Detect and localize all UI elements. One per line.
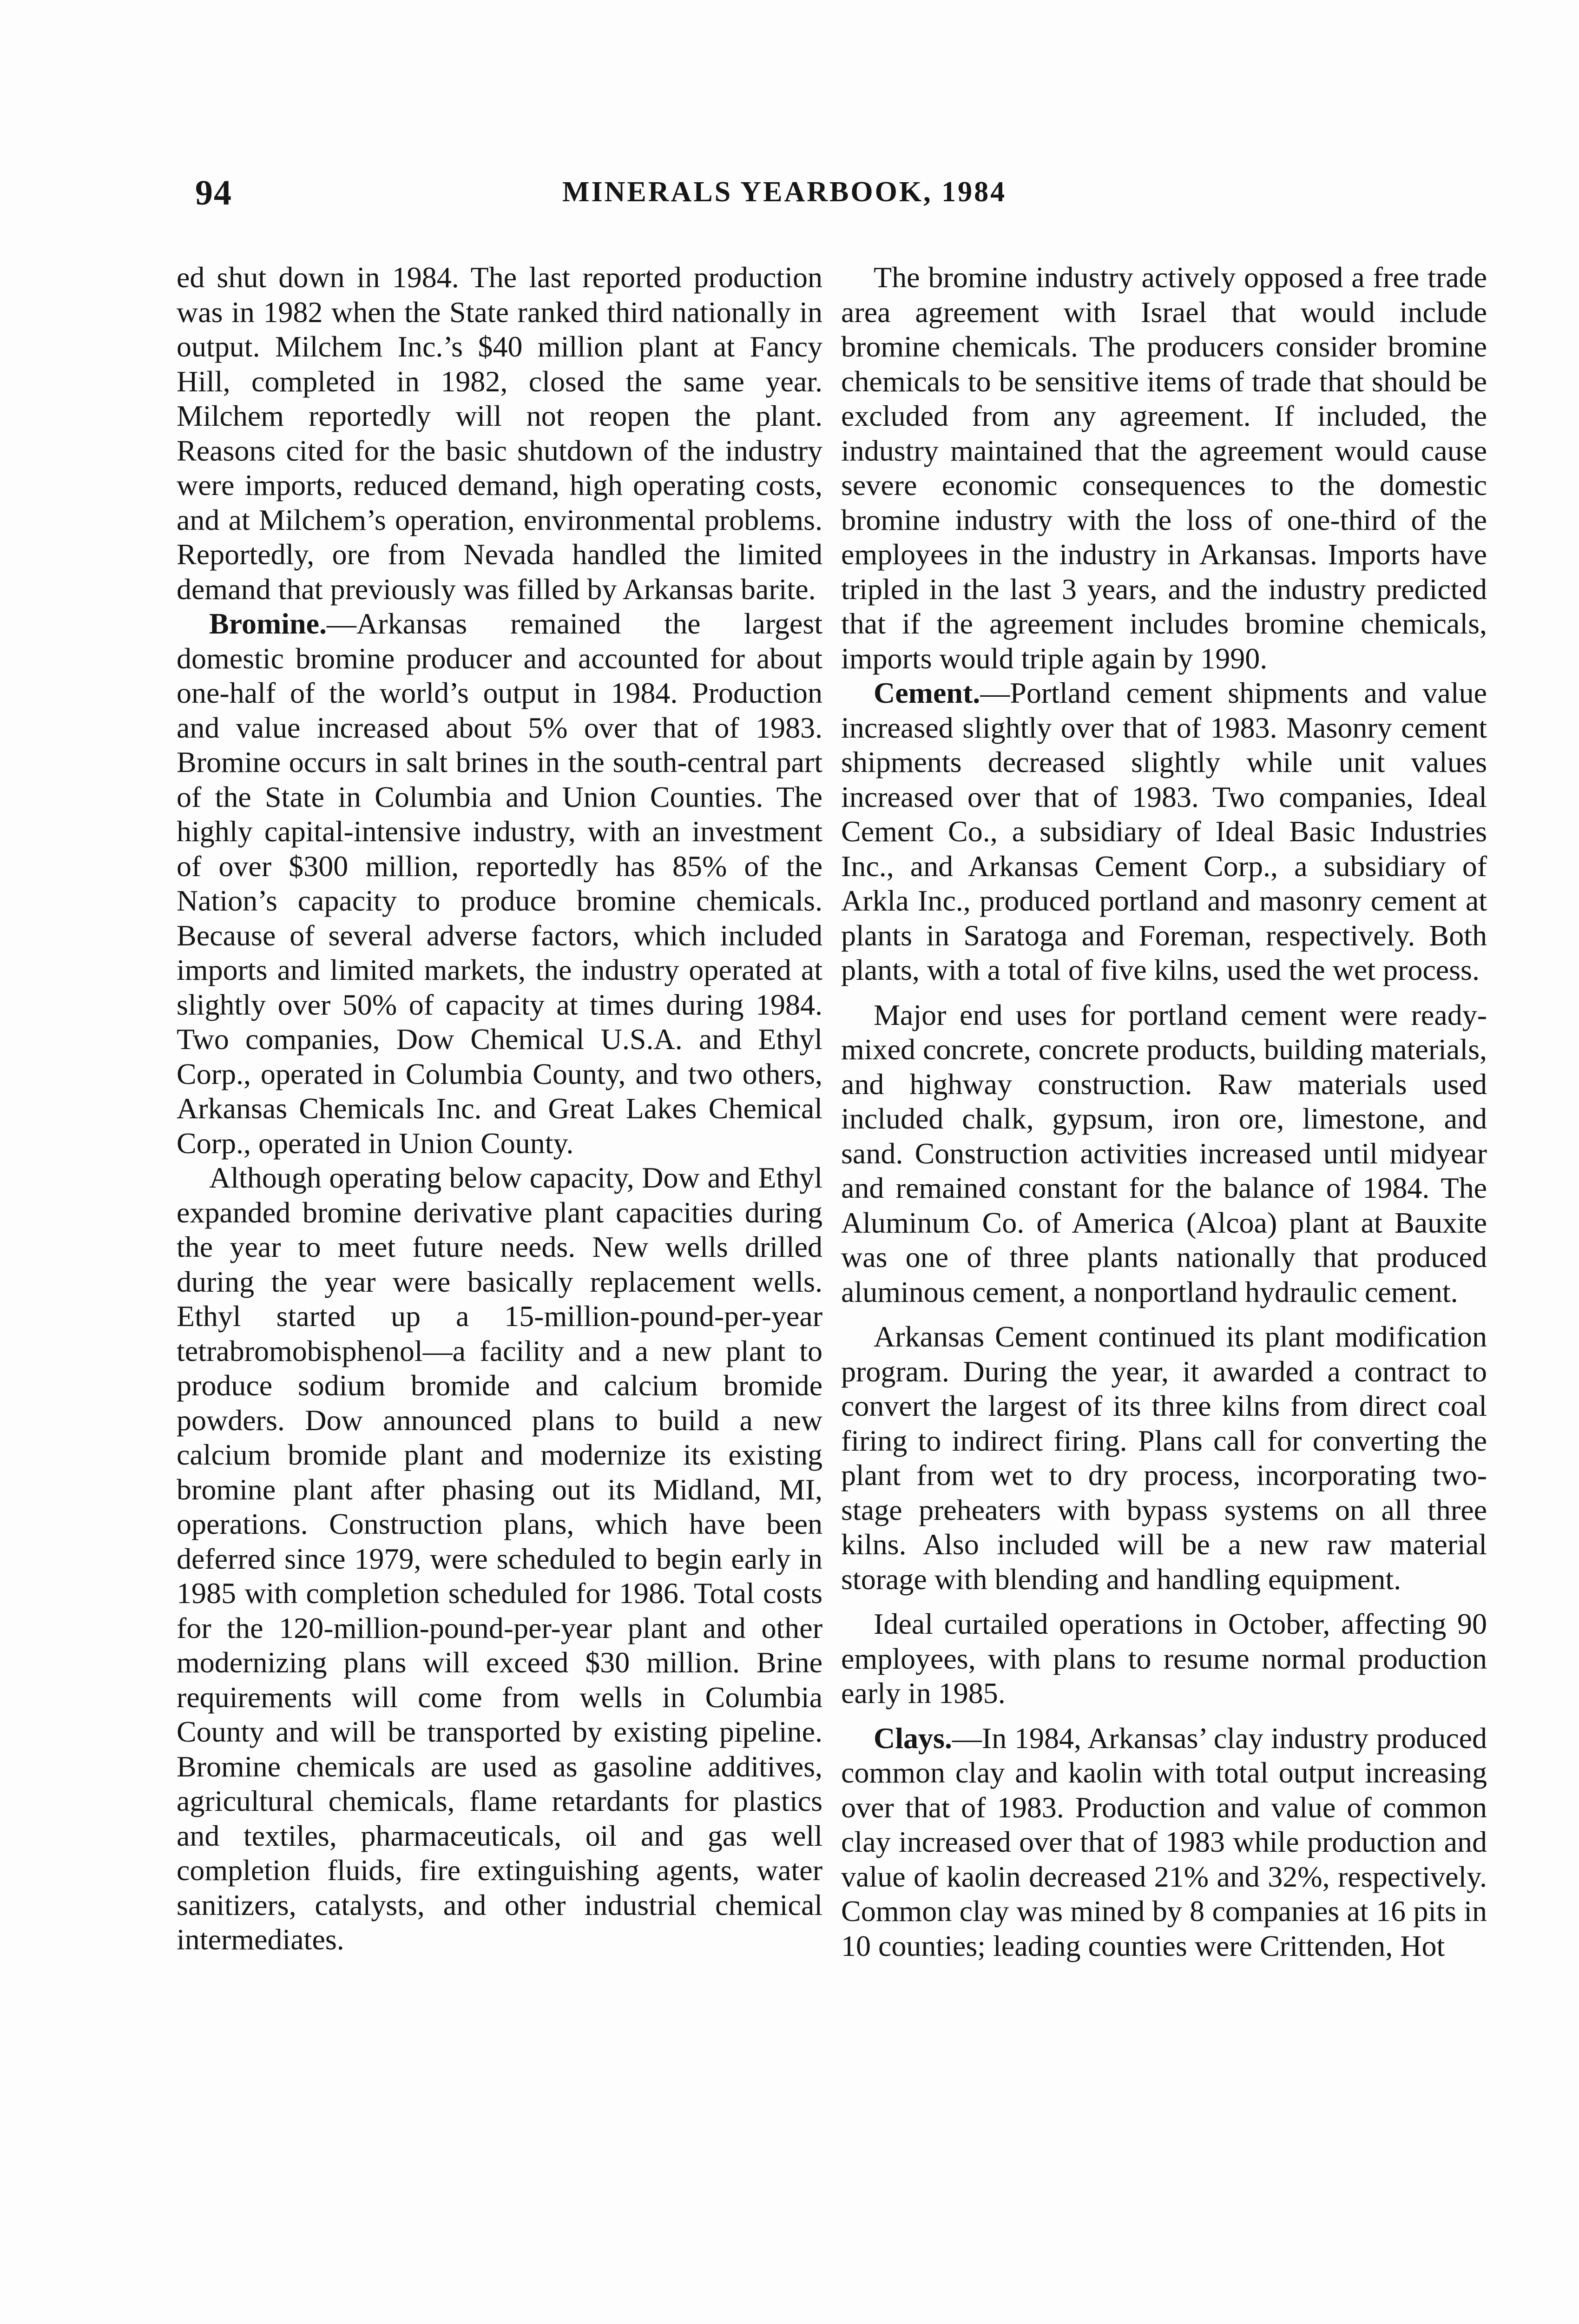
paragraph-cement-uses: Major end uses for portland cement were ready-mixed concrete, concrete products, building materials, and highway construction. Raw materials used included chalk, gypsum, iron ore, limestone, and sand. Construction activities increased until midyear and remained constant for the balance of 1984. The Aluminum Co. of America (Alcoa) plant at Bauxite was one of three plants nationally that produced aluminous cement, a nonportland hydraulic cement. <box>841 998 1487 1308</box>
paragraph-bromine-trade: The bromine industry actively opposed a free trade area agreement with Israel that would include bromine chemicals. The producers consider bromine chemicals to be sensitive items of trade that should be excluded from any agreement. If included, the industry maintained that the agreement would cause severe economic consequences to the domestic bromine industry with the loss of one-third of the employees in the industry in Arkansas. Imports have tripled in the last 3 years, and the industry predicted that if the agreement includes bromine chemicals, imports would triple again by 1990. <box>841 261 1487 675</box>
running-head <box>177 173 1533 224</box>
right-column <box>841 260 1487 1963</box>
page-number: 94 <box>195 173 232 212</box>
paragraph-bromine-expansion: Although operating below capacity, Dow and Ethyl expanded bromine derivative plant capacities during the year to meet future needs. New wells drilled during the year were basically replacement wells. Ethyl started up a 15-million-pound-per-year tetrabromobisphenol—a facility and a new plant to produce sodium bromide and calcium bromide powders. Dow announced plans to build a new calcium bromide plant and modernize its existing bromine plant after phasing out its Midland, MI, operations. Construction plans, which have been deferred since 1979, were scheduled to begin early in 1985 with completion scheduled for 1986. Total costs for the 120-million-pound-per-year plant and other modernizing plans will exceed $30 million. Brine requirements will come from wells in Columbia County and will be transported by existing pipeline. Bromine chemicals are used as gasoline additives, agricultural chemicals, flame retardants for plastics and textiles, pharmaceuticals, oil and gas well completion fluids, fire extinguishing agents, water sanitizers, catalysts, and other industrial chemical intermediates. <box>177 1161 822 1956</box>
section-heading-cement: Cement. <box>874 676 980 709</box>
paragraph-cement-modification: Arkansas Cement continued its plant modification program. During the year, it awarded a contract to convert the largest of its three kilns from direct coal firing to indirect firing. Plans call for converting the plant from wet to dry process, incorporating two-stage preheaters with bypass systems on all three kilns. Also included will be a new raw material storage with blending and handling equipment. <box>841 1320 1487 1596</box>
section-heading-clays: Clays. <box>874 1721 952 1755</box>
paragraph-cement-text: —Portland cement shipments and value increased slightly over that of 1983. Masonry cement shipments decreased slightly while unit values increased over that of 1983. Two companies, Ideal Cement Co., a subsidiary of Ideal Basic Industries Inc., and Arkansas Cement Corp., a subsidiary of Arkla Inc., produced portland and masonry cement at plants in Saratoga and Foreman, respectively. Both plants, with a total of five kilns, used the wet process. <box>841 676 1487 986</box>
paragraph-clays <box>841 1721 1487 1964</box>
paragraph-bromine-text: —Arkansas remained the largest domestic bromine producer and accounted for about one-half of the world’s output in 1984. Production and value increased about 5% over that of 1983. Bromine occurs in salt brines in the south-central part of the State in Columbia and Union Counties. The highly capital-intensive industry, with an investment of over $300 million, reportedly has 85% of the Nation’s capacity to produce bromine chemicals. Because of several adverse factors, which included imports and limited markets, the industry operated at slightly over 50% of capacity at times during 1984. Two companies, Dow Chemical U.S.A. and Ethyl Corp., operated in Columbia County, and two others, Arkansas Chemicals Inc. and Great Lakes Chemical Corp., operated in Union County. <box>177 607 822 1160</box>
section-heading-bromine: Bromine. <box>209 607 327 640</box>
paragraph-ideal-curtailed: Ideal curtailed operations in October, affecting 90 employees, with plans to resume normal production early in 1985. <box>841 1607 1487 1710</box>
running-title: MINERALS YEARBOOK, 1984 <box>562 176 1007 208</box>
paragraph-bromine <box>177 607 822 1161</box>
paragraph-cement <box>841 676 1487 988</box>
paragraph-barite-continuation: ed shut down in 1984. The last reported production was in 1982 when the State ranked third nationally in output. Milchem Inc.’s $40 million plant at Fancy Hill, completed in 1982, closed the same year. Milchem reportedly will not reopen the plant. Reasons cited for the basic shutdown of the industry were imports, reduced demand, high operating costs, and at Milchem’s operation, environmental problems. Reportedly, ore from Nevada handled the limited demand that previously was filled by Arkansas barite. <box>177 261 822 606</box>
left-column <box>177 260 822 1957</box>
paragraph-clays-text: —In 1984, Arkansas’ clay industry produced common clay and kaolin with total output increasing over that of 1983. Production and value of common clay increased over that of 1983 while production and value of kaolin decreased 21% and 32%, respectively. Common clay was mined by 8 companies at 16 pits in 10 counties; leading counties were Crittenden, Hot <box>841 1721 1487 1962</box>
